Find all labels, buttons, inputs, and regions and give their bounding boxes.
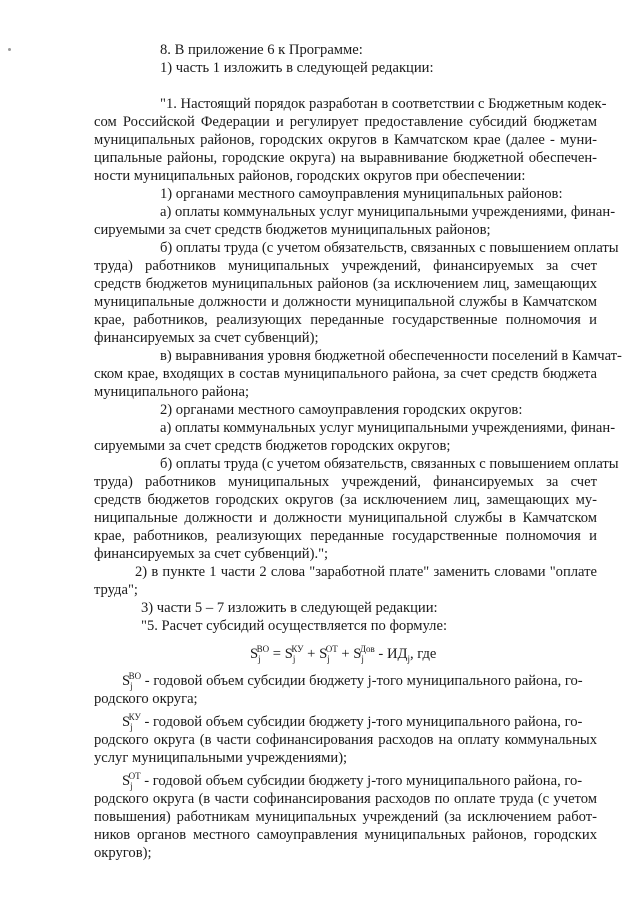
text-line: крае, работников, реализующих переданные государственные полномочия и — [94, 528, 597, 544]
text-line: крае, работников, реализующих переданные государственные полномочия и — [94, 312, 597, 328]
text-line: труда"; — [94, 582, 138, 598]
section-heading: 8. В приложение 6 к Программе: — [160, 42, 363, 58]
text-line: повышения) работникам муниципальных учреждений (за исключением работ- — [94, 809, 597, 825]
text-line: 1) часть 1 изложить в следующей редакции: — [160, 60, 434, 76]
text-line: сируемыми за счет средств бюджетов муниципальных районов; — [94, 222, 491, 238]
definition-s-ku: $S_j^{КУ}$ - годовой объем субсидии бюджету j-того муниципального района, го- — [122, 712, 583, 732]
text-line: ников органов местного самоуправления муниципальных районов, городских — [94, 827, 597, 843]
text-line: ском крае, входящих в состав муниципального района, за счет средств бюджета — [94, 366, 597, 382]
text-line: а) оплаты коммунальных услуг муниципальными учреждениями, финан- — [160, 420, 616, 436]
text-line: муниципальные должности и должности муниципальной службы в Камчатском — [94, 294, 597, 310]
text-line: родского округа; — [94, 691, 198, 707]
text-line: б) оплаты труда (с учетом обязательств, связанных с повышением оплаты — [160, 456, 619, 472]
text-line: а) оплаты коммунальных услуг муниципальными учреждениями, финан- — [160, 204, 616, 220]
text-line: родского округа (в части софинансирования расходов на оплату коммунальных — [94, 732, 597, 748]
text-line: 3) части 5 – 7 изложить в следующей редакции: — [141, 600, 438, 616]
text-line: финансируемых за счет субвенций); — [94, 330, 319, 346]
text-line: родского округа (в части софинансирования расходов по оплате труда (с учетом — [94, 791, 597, 807]
text-line: муниципальных районов, городских округов в Камчатском крае (далее - муни- — [94, 132, 597, 148]
text-line: в) выравнивания уровня бюджетной обеспеченности поселений в Камчат- — [160, 348, 622, 364]
text-line: услуг муниципальными учреждениями); — [94, 750, 348, 766]
definition-s-ot: $S_j^{ОТ}$ - годовой объем субсидии бюджету j-того муниципального района, го- — [122, 771, 583, 791]
text-line: 2) органами местного самоуправления городских округов: — [160, 402, 523, 418]
text-line: сируемыми за счет средств бюджетов городских округов; — [94, 438, 451, 454]
text-line: труда) работников муниципальных учреждений, финансируемых за счет — [94, 474, 597, 490]
subsidy-formula: $S_j^{ВО} = S_j^{КУ} + S_j^{ОТ} + S_j^{Дов} - ИД_j$, где — [250, 644, 437, 664]
text-line: ципальные районы, городские округа) на выравнивание бюджетной обеспечен- — [94, 150, 597, 166]
text-line: финансируемых за счет субвенций)."; — [94, 546, 329, 562]
text-line: муниципального района; — [94, 384, 250, 400]
text-line: средств бюджетов муниципальных районов (за исключением лиц, замещающих — [94, 276, 597, 292]
text-line: ниципальные должности и должности муниципальной службы в Камчатском — [94, 510, 597, 526]
text-line: округов); — [94, 845, 152, 861]
text-line: "1. Настоящий порядок разработан в соответствии с Бюджетным кодек- — [160, 96, 607, 112]
definition-s-vo: $S_j^{ВО}$ - годовой объем субсидии бюджету j-того муниципального района, го- — [122, 671, 583, 691]
text-line: сом Российской Федерации и регулирует предоставление субсидий бюджетам — [94, 114, 597, 130]
scan-speck — [8, 48, 11, 51]
text-line: 1) органами местного самоуправления муниципальных районов: — [160, 186, 563, 202]
text-line: б) оплаты труда (с учетом обязательств, связанных с повышением оплаты — [160, 240, 619, 256]
text-line: ности муниципальных районов, городских округов при обеспечении: — [94, 168, 526, 184]
text-line: 2) в пункте 1 части 2 слова "заработной плате" заменить словами "оплате — [135, 564, 597, 580]
text-line: труда) работников муниципальных учреждений, финансируемых за счет — [94, 258, 597, 274]
text-line: "5. Расчет субсидий осуществляется по формуле: — [141, 618, 447, 634]
text-line: средств бюджетов городских округов (за исключением лиц, замещающих му- — [94, 492, 597, 508]
